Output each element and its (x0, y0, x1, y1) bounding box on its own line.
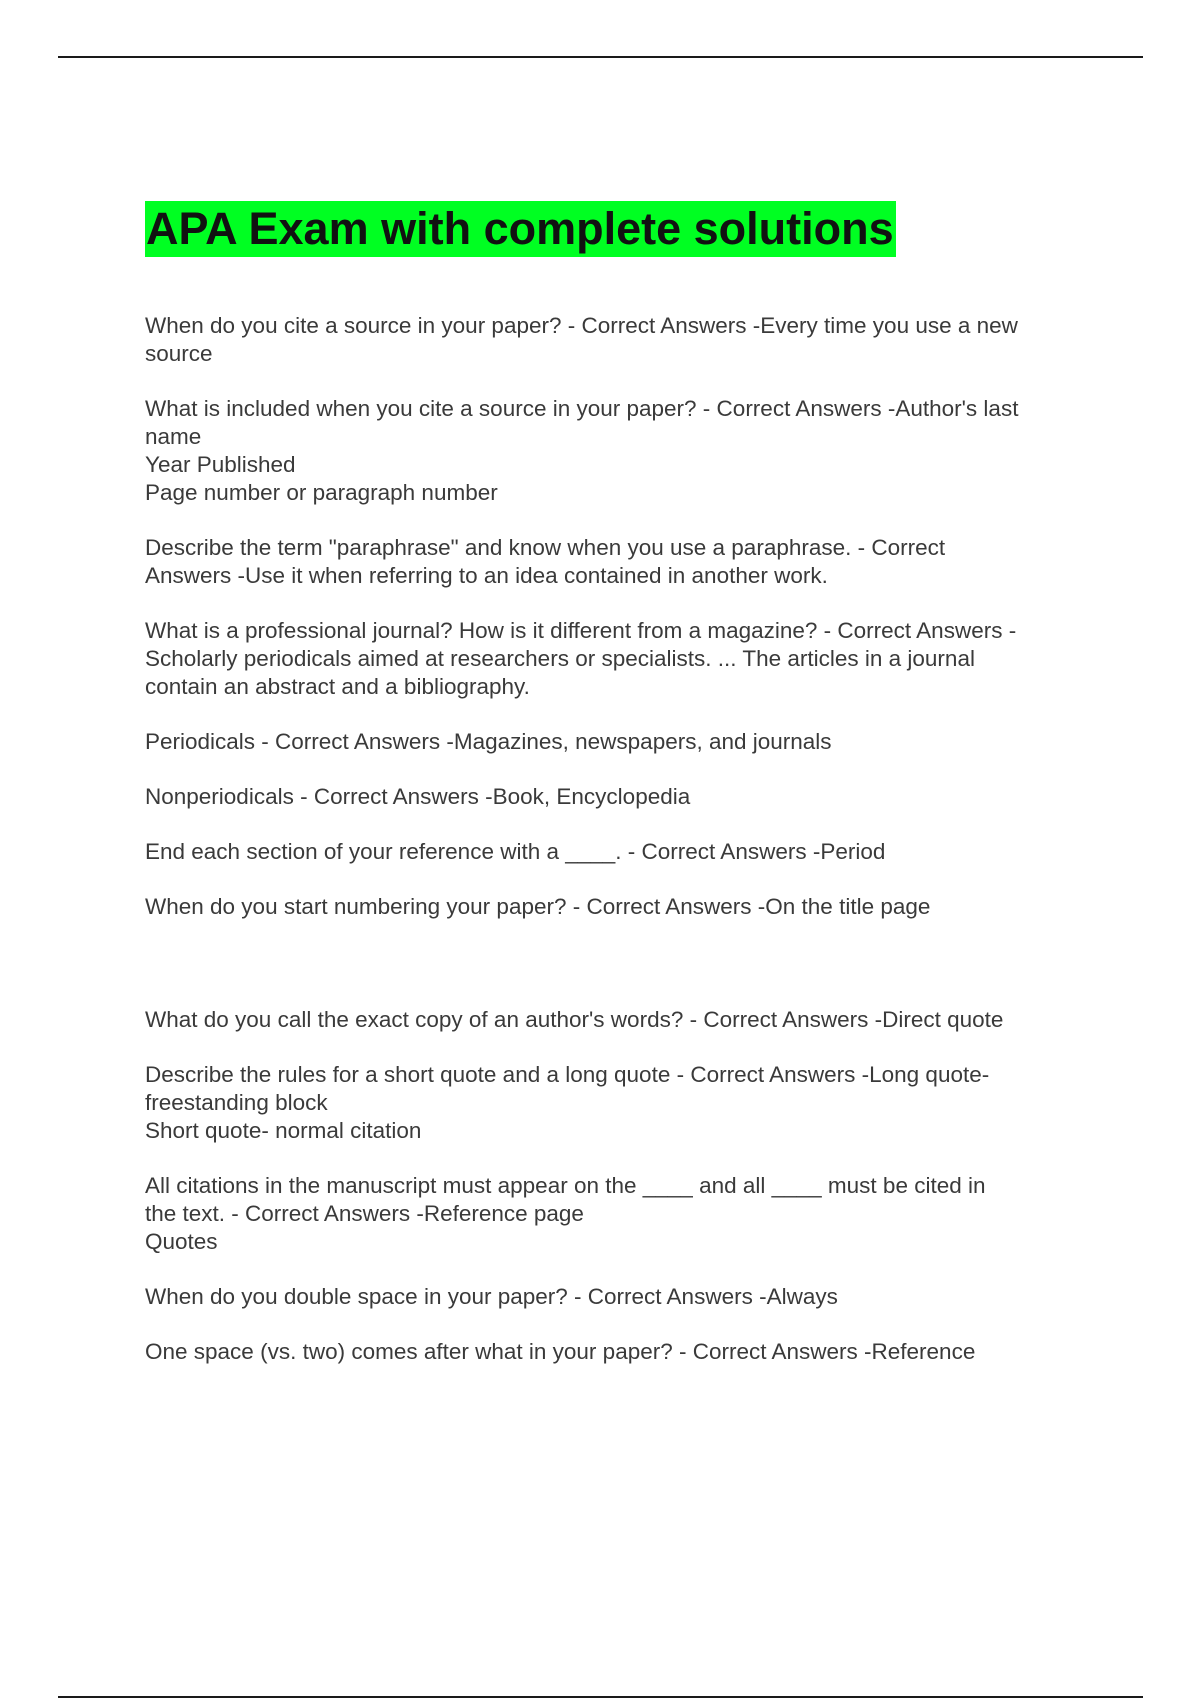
qa-item: All citations in the manuscript must appear on the ____ and all ____ must be cited in the text. - Correct Answers -Reference page Quotes (145, 1173, 986, 1254)
qa-list (145, 312, 1095, 1393)
qa-item: What is a professional journal? How is it different from a magazine? - Correct Answers - Scholarly periodicals aimed at researchers or specialists. ... The articles in a journal contain an abstract and a bibliography. (145, 618, 1017, 699)
header-rule (58, 56, 1143, 58)
qa-item: Periodicals - Correct Answers -Magazines, newspapers, and journals (145, 729, 832, 754)
qa-item: Describe the term "paraphrase" and know when you use a paraphrase. - Correct Answers -Use it when referring to an idea contained in another work. (145, 535, 946, 588)
qa-item: What do you call the exact copy of an author's words? - Correct Answers -Direct quote (145, 1007, 1004, 1032)
qa-item: When do you cite a source in your paper? - Correct Answers -Every time you use a new source (145, 313, 1018, 366)
qa-item: Nonperiodicals - Correct Answers -Book, Encyclopedia (145, 784, 691, 809)
qa-item: What is included when you cite a source in your paper? - Correct Answers -Author's last name Year Published Page number or paragraph number (145, 396, 1019, 505)
qa-item: End each section of your reference with a ____. - Correct Answers -Period (145, 839, 886, 864)
qa-item: Describe the rules for a short quote and a long quote - Correct Answers -Long quote- freestanding block Short quote- normal citation (145, 1062, 990, 1143)
qa-item: When do you start numbering your paper? - Correct Answers -On the title page (145, 894, 931, 919)
qa-item: When do you double space in your paper? - Correct Answers -Always (145, 1284, 838, 1309)
title-block (145, 201, 896, 257)
qa-item: One space (vs. two) comes after what in your paper? - Correct Answers -Reference (145, 1339, 976, 1364)
document-title: APA Exam with complete solutions (145, 201, 896, 257)
footer-rule (58, 1696, 1143, 1698)
